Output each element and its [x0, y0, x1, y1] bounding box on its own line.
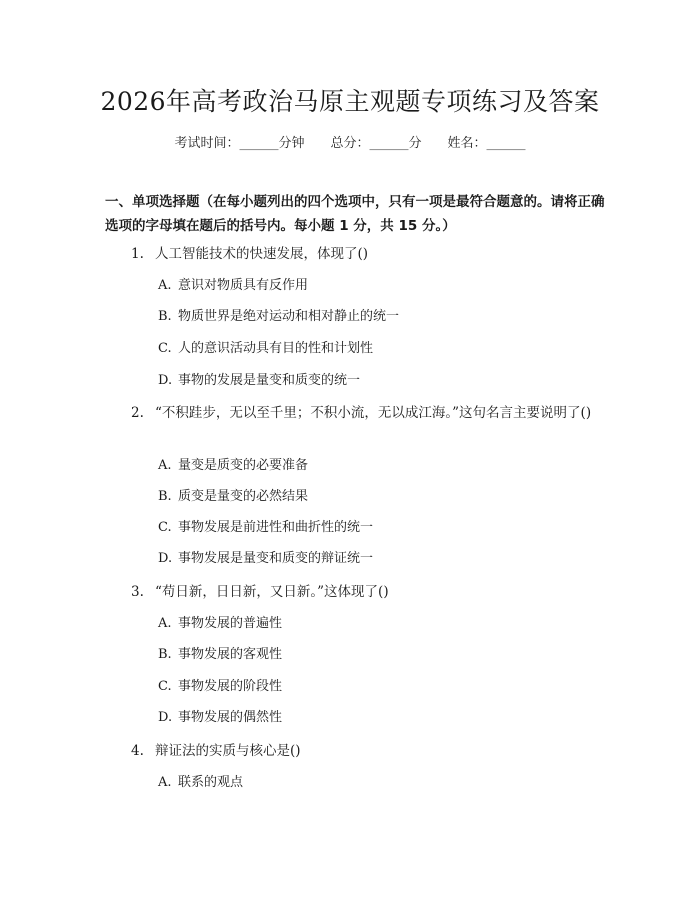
option-item	[158, 773, 243, 793]
option-item	[158, 518, 373, 538]
question-stem: 人工智能技术的快速发展，体现了()	[155, 246, 369, 262]
question-stem: “苟日新，日日新，又日新。”这体现了()	[155, 584, 389, 600]
option-text: 物质世界是绝对运动和相对静止的统一	[178, 309, 400, 324]
option-letter: C.	[158, 679, 172, 694]
option-item	[158, 677, 282, 697]
option-letter: D.	[158, 710, 173, 725]
student-name-field: 姓名：______	[447, 136, 526, 151]
section-heading: 一、单项选择题（在每小题列出的四个选项中，只有一项是最符合题意的。请将正确选项的字母填在题后的括号内。每小题 1 分，共 15 分。）	[105, 194, 605, 234]
option-text: 量变是质变的必要准备	[178, 458, 309, 473]
question-stem: 辩证法的实质与核心是()	[155, 743, 301, 759]
exam-meta	[0, 132, 700, 151]
option-text: 事物发展的阶段性	[178, 679, 283, 694]
option-letter: C.	[158, 341, 172, 356]
option-item	[158, 549, 373, 569]
option-letter: B.	[158, 647, 172, 662]
exam-time-field: 考试时间：______分钟	[174, 136, 305, 151]
option-item	[158, 614, 282, 634]
option-item	[158, 708, 282, 728]
option-letter: A.	[158, 278, 172, 293]
option-text: 联系的观点	[178, 775, 244, 790]
document-title: 2026年高考政治马原主观题专项练习及答案	[100, 87, 600, 116]
question-4	[105, 739, 605, 763]
option-text: 事物发展的偶然性	[178, 710, 283, 725]
option-text: 人的意识活动具有目的性和计划性	[178, 341, 374, 356]
question-number: 3.	[131, 584, 144, 600]
option-item	[158, 307, 399, 327]
option-text: 事物发展是量变和质变的辩证统一	[178, 551, 374, 566]
question-2	[105, 401, 605, 425]
question-1	[105, 242, 605, 266]
question-stem: “不积跬步，无以至千里；不积小流，无以成江海。”这句名言主要说明了()	[155, 405, 592, 421]
option-letter: A.	[158, 775, 172, 790]
option-letter: B.	[158, 489, 172, 504]
option-text: 质变是量变的必然结果	[178, 489, 309, 504]
option-letter: A.	[158, 458, 172, 473]
option-letter: A.	[158, 616, 172, 631]
option-item	[158, 487, 308, 507]
option-text: 意识对物质具有反作用	[178, 278, 309, 293]
option-item	[158, 645, 282, 665]
option-item	[158, 456, 308, 476]
question-number: 2.	[131, 405, 144, 421]
option-item	[158, 276, 308, 296]
question-number: 4.	[131, 743, 144, 759]
option-letter: D.	[158, 551, 173, 566]
option-letter: C.	[158, 520, 172, 535]
question-number: 1.	[131, 246, 144, 262]
option-item	[158, 371, 360, 391]
option-item	[158, 339, 373, 359]
option-letter: B.	[158, 309, 172, 324]
total-score-field: 总分：______分	[330, 136, 422, 151]
option-text: 事物的发展是量变和质变的统一	[178, 373, 361, 388]
option-text: 事物发展的普遍性	[178, 616, 283, 631]
question-3	[105, 580, 605, 604]
option-text: 事物发展是前进性和曲折性的统一	[178, 520, 374, 535]
option-text: 事物发展的客观性	[178, 647, 283, 662]
option-letter: D.	[158, 373, 173, 388]
